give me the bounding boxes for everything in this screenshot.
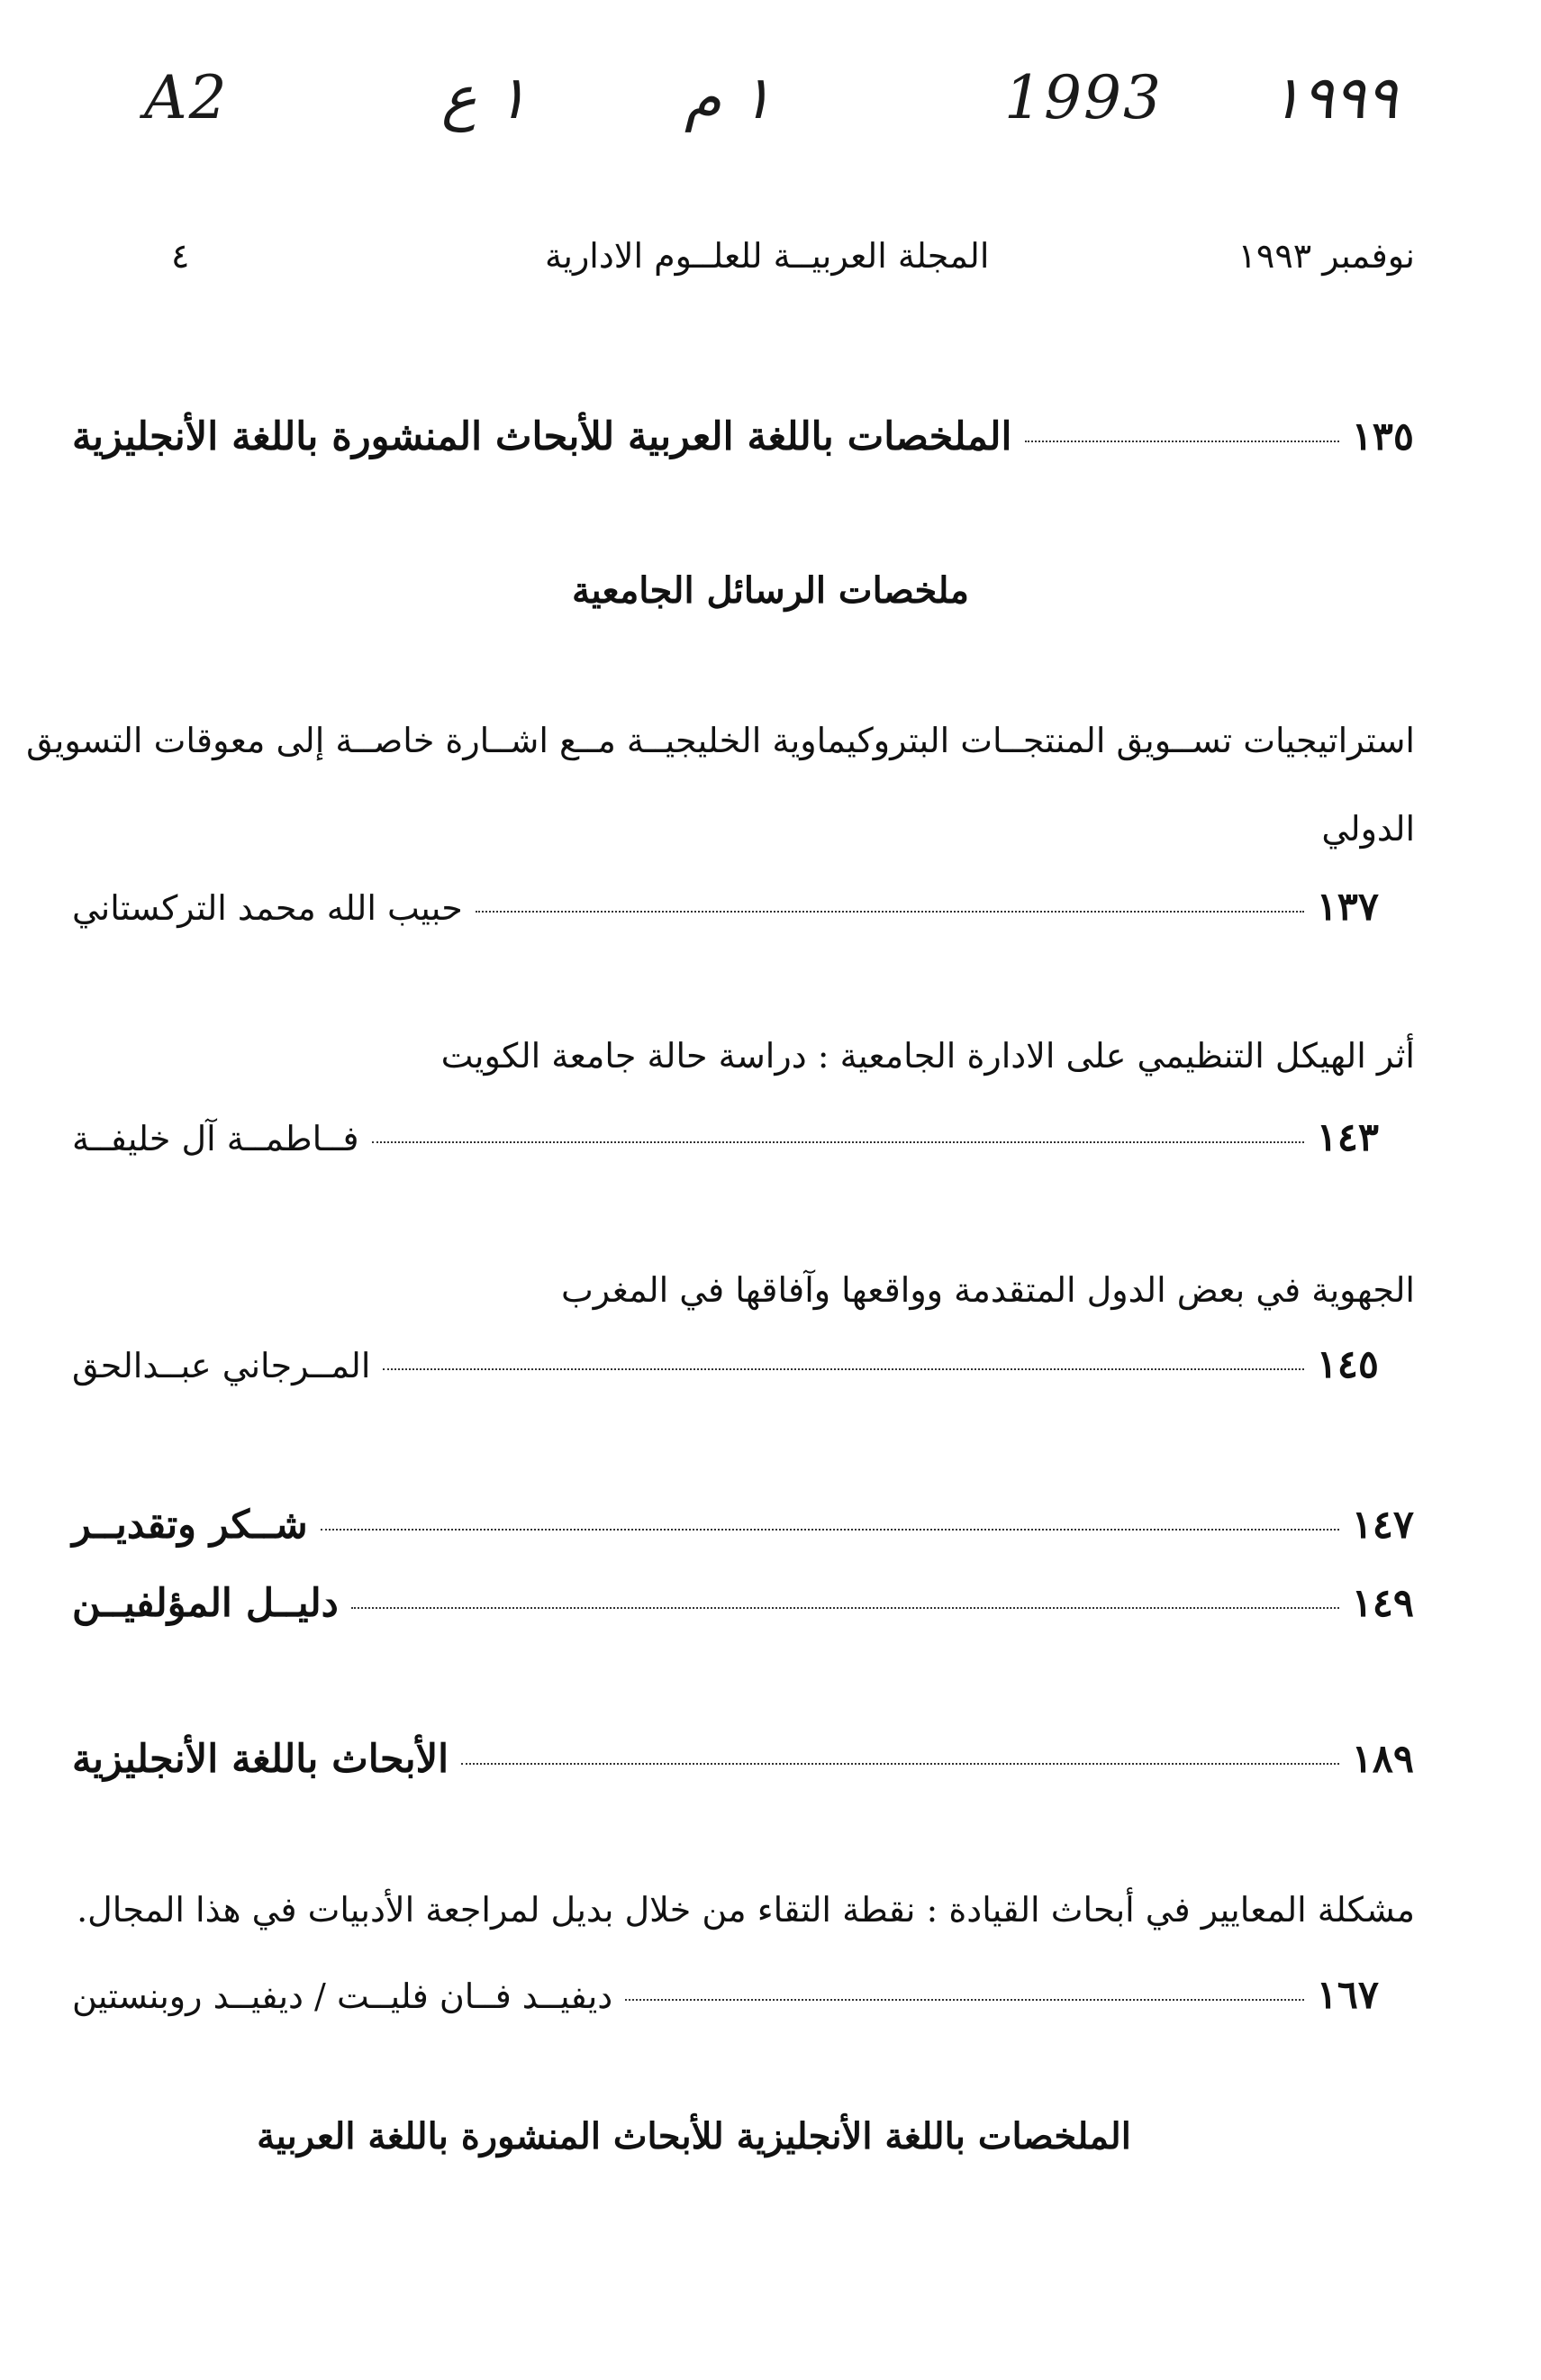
handwritten-mark-a2: A2: [144, 63, 229, 132]
dissertation-2-author: فــاطمــة آل خليفــة: [72, 1119, 359, 1158]
handwritten-mark-num-c: ١٩٩٩: [1270, 63, 1398, 132]
section-heading-dissertations: ملخصات الرسائل الجامعية: [572, 569, 969, 612]
toc-entry-dissertation-2: [72, 1115, 1379, 1160]
handwritten-mark-num-a: ١ ع: [441, 63, 528, 132]
handwritten-mark-year: 1993: [1004, 63, 1163, 132]
toc-entry-page: ١٣٥: [1351, 414, 1414, 459]
authors-guide-page: ١٤٩: [1351, 1581, 1414, 1626]
english-article-page: ١٦٧: [1316, 1973, 1379, 2018]
dissertation-1-title-line2: الدولي: [1321, 809, 1415, 849]
dot-leader: [351, 1607, 1339, 1609]
dissertation-2-page: ١٤٣: [1316, 1115, 1379, 1160]
toc-entry-authors-guide: [72, 1581, 1414, 1626]
handwritten-mark-num-b: ١ م: [684, 63, 773, 132]
toc-entry-dissertation-1: [72, 885, 1379, 930]
acknowledgement-page: ١٤٧: [1351, 1503, 1414, 1548]
toc-entry-english-article: [72, 1973, 1379, 2018]
english-research-page: ١٨٩: [1351, 1737, 1414, 1782]
dot-leader: [1025, 441, 1339, 442]
dissertation-2-title: أثر الهيكل التنظيمي على الادارة الجامعية : دراسة حالة جامعة الكويت: [440, 1036, 1415, 1076]
toc-entry-label: الملخصات باللغة العربية للأبحاث المنشورة باللغة الأنجليزية: [72, 414, 1012, 459]
dot-leader: [383, 1368, 1303, 1370]
acknowledgement-label: شــكر وتقديــر: [72, 1503, 308, 1548]
english-article-title: مشكلة المعايير في أبحاث القيادة : نقطة التقاء من خلال بديل لمراجعة الأدبيات في هذا المجال.: [77, 1890, 1415, 1930]
dissertation-3-title: الجهوية في بعض الدول المتقدمة وواقعها وآفاقها في المغرب: [561, 1270, 1415, 1310]
dissertation-1-page: ١٣٧: [1316, 885, 1379, 930]
dissertation-3-author: المــرجاني عبــدالحق: [72, 1346, 371, 1385]
toc-entry-acknowledgement: [72, 1503, 1414, 1548]
dot-leader: [461, 1763, 1339, 1765]
toc-entry-english-research: [72, 1737, 1414, 1782]
dot-leader: [372, 1141, 1304, 1143]
toc-entry-arabic-abstracts: [72, 414, 1414, 459]
dot-leader: [321, 1529, 1339, 1531]
authors-guide-label: دليــل المؤلفيــن: [72, 1581, 339, 1626]
dot-leader: [476, 911, 1304, 913]
header-journal-name: المجلة العربيــة للعلــوم الادارية: [545, 236, 990, 276]
toc-entry-dissertation-3: [72, 1342, 1379, 1387]
header-date: نوفمبر ١٩٩٣: [1237, 236, 1415, 276]
dissertation-3-page: ١٤٥: [1316, 1342, 1379, 1387]
dot-leader: [625, 1999, 1303, 2001]
section-heading-english-abstracts: الملخصات باللغة الأنجليزية للأبحاث المنشورة باللغة العربية: [257, 2115, 1131, 2157]
english-research-label: الأبحاث باللغة الأنجليزية: [72, 1737, 449, 1782]
dissertation-1-author: حبيب الله محمد التركستاني: [72, 888, 463, 928]
header-page-number: ٤: [171, 236, 190, 276]
dissertation-1-title-line1: استراتيجيات تســويق المنتجــات البتروكيماوية الخليجيــة مــع اشــارة خاصــة إلى معوقات التسويق: [26, 721, 1415, 760]
english-article-author: ديفيــد فــان فليــت / ديفيــد روبنستين: [72, 1976, 613, 2016]
